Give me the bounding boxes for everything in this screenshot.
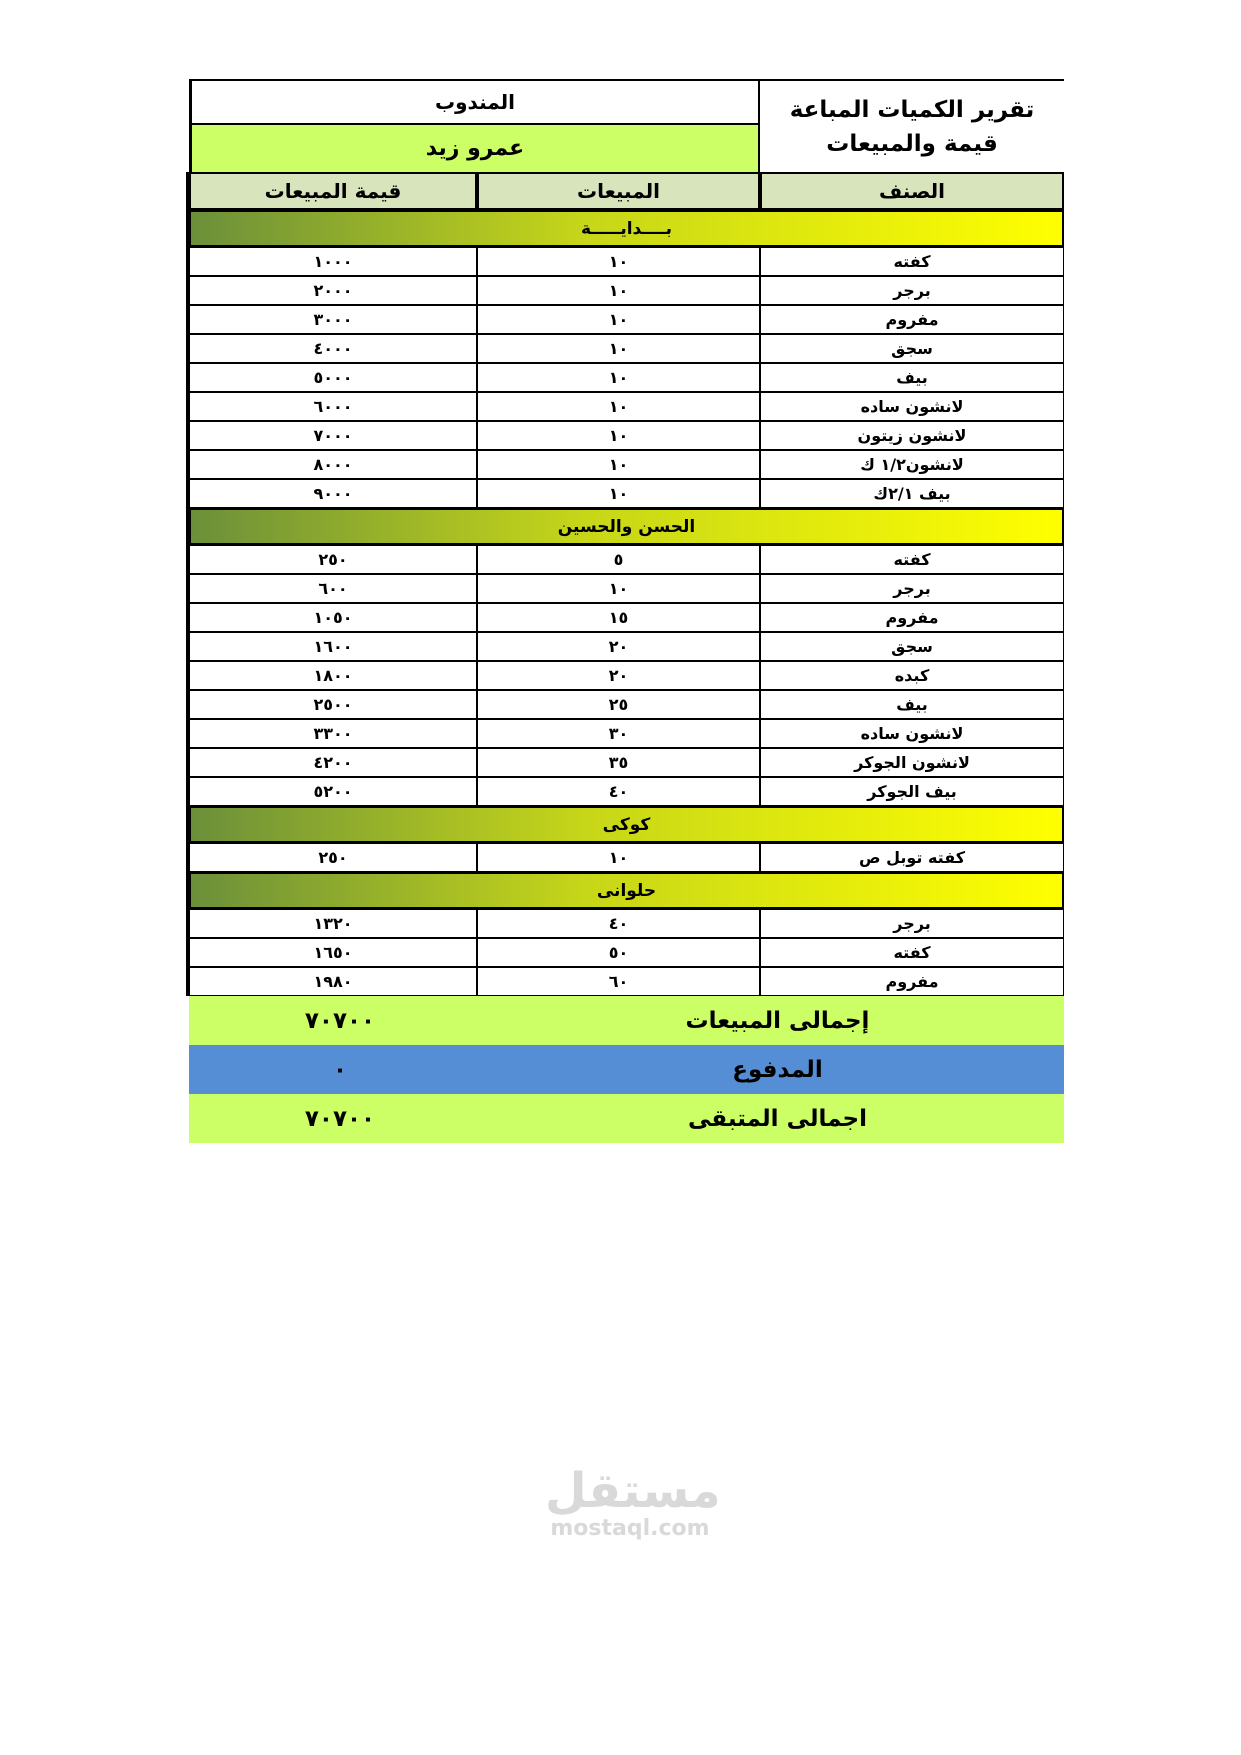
- table-row: [189, 574, 1064, 603]
- item-name-cell: كبده: [760, 661, 1064, 690]
- item-name-cell: بيف الجوكر: [760, 777, 1064, 806]
- remaining-row: [189, 1094, 1064, 1143]
- item-name-cell: كفته: [760, 938, 1064, 967]
- item-value-cell: ٣٣٠٠: [189, 719, 477, 748]
- table-row: [189, 603, 1064, 632]
- section-title: حلوانى: [189, 872, 1064, 909]
- total-sales-value: ٧٠٧٠٠: [304, 1007, 376, 1034]
- column-header-row: [189, 172, 1064, 210]
- paid-label: المدفوع: [732, 1056, 823, 1083]
- table-row: [189, 748, 1064, 777]
- item-qty-cell: ٦٠: [477, 967, 760, 996]
- mostaql-watermark: [545, 1463, 721, 1541]
- item-name-cell: برجر: [760, 574, 1064, 603]
- totals-block: [189, 996, 1064, 1143]
- table-row: [189, 392, 1064, 421]
- item-value-cell: ٩٠٠٠: [189, 479, 477, 508]
- table-row: [189, 363, 1064, 392]
- item-value-cell: ١٦٠٠: [189, 632, 477, 661]
- column-header-item: الصنف: [760, 172, 1064, 210]
- sales-table: [186, 172, 1064, 996]
- sales-report-sheet: [189, 79, 1064, 1143]
- paid-row: [189, 1045, 1064, 1094]
- item-name-cell: لانشون ساده: [760, 719, 1064, 748]
- item-value-cell: ١٦٥٠: [189, 938, 477, 967]
- item-qty-cell: ١٠: [477, 574, 760, 603]
- item-value-cell: ٢٥٠: [189, 843, 477, 872]
- item-qty-cell: ١٠: [477, 479, 760, 508]
- item-qty-cell: ٣٥: [477, 748, 760, 777]
- table-row: [189, 450, 1064, 479]
- item-qty-cell: ٤٠: [477, 777, 760, 806]
- item-name-cell: لانشون ساده: [760, 392, 1064, 421]
- item-value-cell: ١٠٠٠: [189, 247, 477, 276]
- item-name-cell: بيف: [760, 690, 1064, 719]
- table-row: [189, 632, 1064, 661]
- item-value-cell: ٨٠٠٠: [189, 450, 477, 479]
- representative-name: عمرو زيد: [192, 125, 758, 172]
- table-row: [189, 967, 1064, 996]
- item-qty-cell: ١٠: [477, 363, 760, 392]
- representative-label: المندوب: [192, 81, 758, 125]
- total-sales-row: [189, 996, 1064, 1045]
- item-value-cell: ٦٠٠٠: [189, 392, 477, 421]
- representative-block: [192, 81, 760, 172]
- item-qty-cell: ٢٠: [477, 661, 760, 690]
- item-value-cell: ٧٠٠٠: [189, 421, 477, 450]
- item-value-cell: ٢٥٠: [189, 545, 477, 574]
- section-header-row: [189, 508, 1064, 545]
- section-header-row: [189, 806, 1064, 843]
- section-header-row: [189, 872, 1064, 909]
- item-qty-cell: ١٠: [477, 334, 760, 363]
- report-header: [189, 79, 1064, 172]
- item-qty-cell: ١٠: [477, 421, 760, 450]
- table-row: [189, 843, 1064, 872]
- item-qty-cell: ١٠: [477, 276, 760, 305]
- item-qty-cell: ١٠: [477, 450, 760, 479]
- item-value-cell: ٢٠٠٠: [189, 276, 477, 305]
- item-name-cell: كفته توبل ص: [760, 843, 1064, 872]
- table-row: [189, 276, 1064, 305]
- item-value-cell: ٦٠٠: [189, 574, 477, 603]
- item-name-cell: بيف: [760, 363, 1064, 392]
- watermark-latin: mostaql.com: [550, 1516, 710, 1541]
- item-value-cell: ٤٠٠٠: [189, 334, 477, 363]
- report-title: [760, 81, 1064, 172]
- table-row: [189, 909, 1064, 938]
- item-value-cell: ١٩٨٠: [189, 967, 477, 996]
- remaining-label: اجمالى المتبقى: [688, 1105, 867, 1132]
- item-value-cell: ١٨٠٠: [189, 661, 477, 690]
- section-header-row: [189, 210, 1064, 247]
- item-name-cell: سجق: [760, 334, 1064, 363]
- item-name-cell: مفروم: [760, 603, 1064, 632]
- section-title: الحسن والحسين: [189, 508, 1064, 545]
- remaining-value: ٧٠٧٠٠: [304, 1105, 376, 1132]
- item-name-cell: بيف ٢/١ك: [760, 479, 1064, 508]
- table-row: [189, 479, 1064, 508]
- item-qty-cell: ١٥: [477, 603, 760, 632]
- watermark-arabic: مستقل: [545, 1463, 721, 1519]
- item-qty-cell: ٥٠: [477, 938, 760, 967]
- item-value-cell: ٥٠٠٠: [189, 363, 477, 392]
- item-name-cell: لانشون الجوكر: [760, 748, 1064, 777]
- column-header-value: قيمة المبيعات: [189, 172, 477, 210]
- table-row: [189, 777, 1064, 806]
- table-row: [189, 719, 1064, 748]
- item-name-cell: مفروم: [760, 967, 1064, 996]
- section-title: بــــدايـــــة: [189, 210, 1064, 247]
- item-name-cell: كفته: [760, 247, 1064, 276]
- table-row: [189, 421, 1064, 450]
- item-qty-cell: ٥: [477, 545, 760, 574]
- item-qty-cell: ٤٠: [477, 909, 760, 938]
- item-qty-cell: ١٠: [477, 305, 760, 334]
- item-name-cell: مفروم: [760, 305, 1064, 334]
- item-name-cell: سجق: [760, 632, 1064, 661]
- column-header-qty: المبيعات: [477, 172, 760, 210]
- item-value-cell: ١٣٢٠: [189, 909, 477, 938]
- item-value-cell: ٤٢٠٠: [189, 748, 477, 777]
- item-name-cell: برجر: [760, 909, 1064, 938]
- total-sales-label: إجمالى المبيعات: [685, 1007, 870, 1034]
- item-qty-cell: ٢٠: [477, 632, 760, 661]
- table-row: [189, 690, 1064, 719]
- table-row: [189, 305, 1064, 334]
- item-qty-cell: ١٠: [477, 843, 760, 872]
- item-qty-cell: ٢٥: [477, 690, 760, 719]
- paid-value: ٠: [332, 1056, 348, 1083]
- report-title-line2: قيمة والمبيعات: [826, 130, 998, 157]
- section-title: كوكى: [189, 806, 1064, 843]
- table-row: [189, 247, 1064, 276]
- item-name-cell: برجر: [760, 276, 1064, 305]
- item-qty-cell: ١٠: [477, 247, 760, 276]
- item-name-cell: كفته: [760, 545, 1064, 574]
- item-name-cell: لانشون زيتون: [760, 421, 1064, 450]
- table-row: [189, 938, 1064, 967]
- item-qty-cell: ٣٠: [477, 719, 760, 748]
- item-name-cell: لانشون١/٢ ك: [760, 450, 1064, 479]
- item-value-cell: ٥٢٠٠: [189, 777, 477, 806]
- table-row: [189, 661, 1064, 690]
- item-value-cell: ٢٥٠٠: [189, 690, 477, 719]
- report-title-line1: تقرير الكميات المباعة: [789, 96, 1035, 123]
- item-qty-cell: ١٠: [477, 392, 760, 421]
- table-row: [189, 545, 1064, 574]
- item-value-cell: ١٠٥٠: [189, 603, 477, 632]
- table-row: [189, 334, 1064, 363]
- item-value-cell: ٣٠٠٠: [189, 305, 477, 334]
